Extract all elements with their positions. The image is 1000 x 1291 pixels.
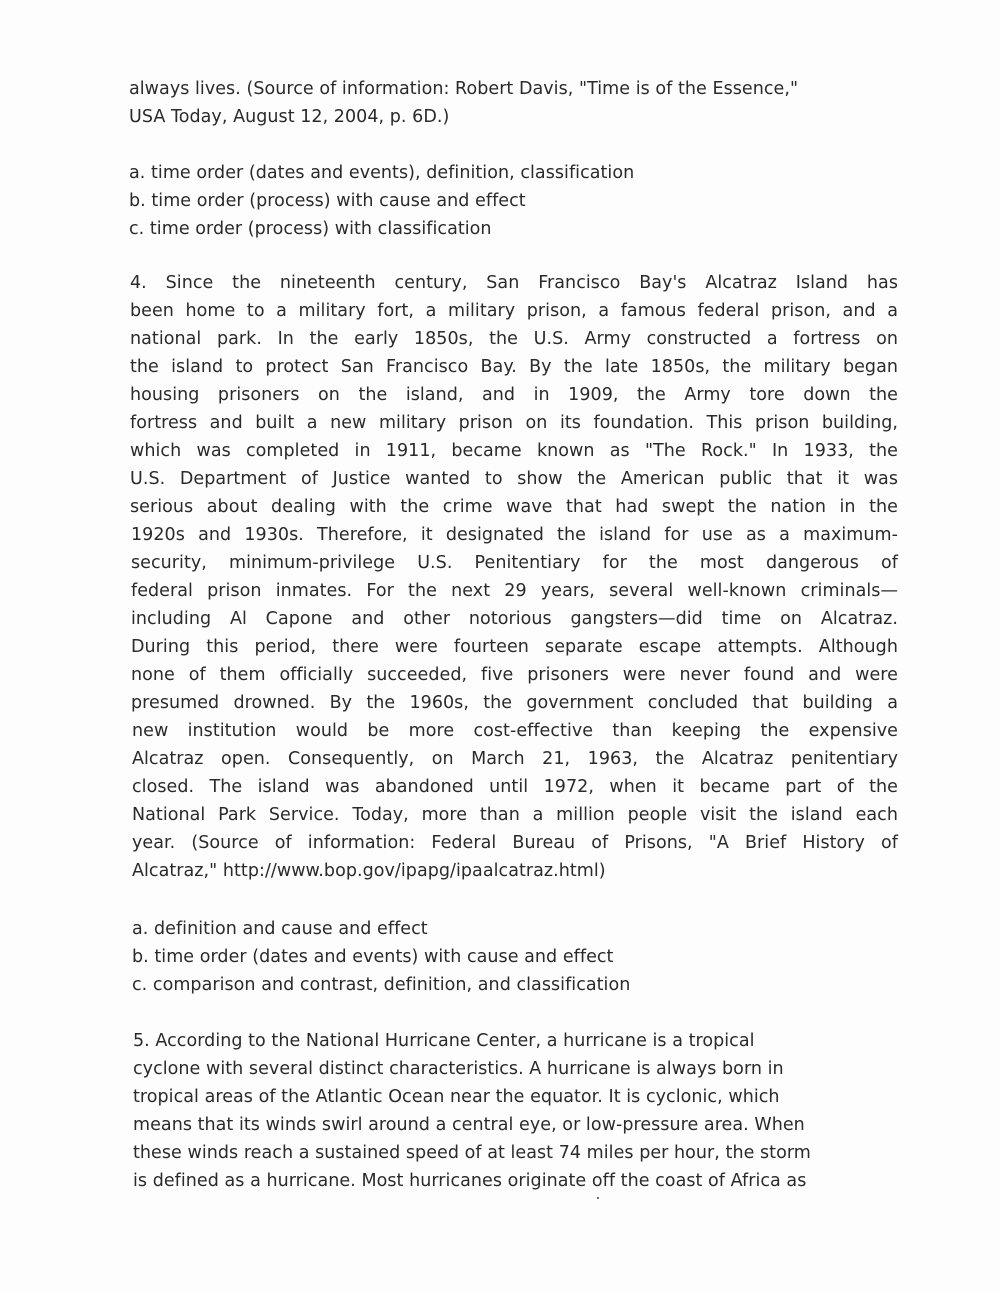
q5-line: 5. According to the National Hurricane Center, a hurricane is a tropical (133, 1031, 755, 1051)
source-line-2: USA Today, August 12, 2004, p. 6D.) (129, 107, 450, 127)
q4-option-a: a. definition and cause and effect (132, 919, 428, 939)
q4-line: year. (Source of information: Federal Bureau of Prisons, "A Brief History of (132, 833, 898, 853)
q4-line: the island to protect San Francisco Bay. By the late 1850s, the military began (130, 357, 898, 377)
source-line-1: always lives. (Source of information: Robert Davis, "Time is of the Essence," (129, 79, 799, 99)
q5-line: is defined as a hurricane. Most hurricanes originate off the coast of Africa as (133, 1171, 807, 1191)
scan-speck (597, 1197, 599, 1199)
q3-option-a: a. time order (dates and events), definition, classification (129, 163, 635, 183)
q4-line: been home to a military fort, a military prison, a famous federal prison, and a (130, 301, 898, 321)
q4-line: closed. The island was abandoned until 1972, when it became part of the (132, 777, 898, 797)
q4-line: new institution would be more cost-effective than keeping the expensive (132, 721, 898, 741)
q4-line: presumed drowned. By the 1960s, the government concluded that building a (131, 693, 898, 713)
q4-line: national park. In the early 1850s, the U.S. Army constructed a fortress on (130, 329, 898, 349)
q4-line: U.S. Department of Justice wanted to show the American public that it was (130, 469, 898, 489)
q4-line: Alcatraz," http://www.bop.gov/ipapg/ipaalcatraz.html) (132, 861, 606, 881)
q4-line: including Al Capone and other notorious gangsters—did time on Alcatraz. (131, 609, 898, 629)
q5-line: means that its winds swirl around a central eye, or low-pressure area. When (133, 1115, 805, 1135)
q5-line: cyclone with several distinct characteristics. A hurricane is always born in (133, 1059, 784, 1079)
q5-line: these winds reach a sustained speed of at least 74 miles per hour, the storm (133, 1143, 811, 1163)
q4-option-c: c. comparison and contrast, definition, and classification (132, 975, 631, 995)
q4-line: 4. Since the nineteenth century, San Francisco Bay's Alcatraz Island has (130, 273, 898, 293)
q4-option-b: b. time order (dates and events) with cause and effect (132, 947, 614, 967)
q4-line: Alcatraz open. Consequently, on March 21, 1963, the Alcatraz penitentiary (132, 749, 898, 769)
q3-option-b: b. time order (process) with cause and effect (129, 191, 526, 211)
q3-option-c: c. time order (process) with classification (129, 219, 492, 239)
q4-line: 1920s and 1930s. Therefore, it designated the island for use as a maximum- (131, 525, 898, 545)
q4-line: which was completed in 1911, became known as "The Rock." In 1933, the (130, 441, 898, 461)
q4-line: National Park Service. Today, more than a million people visit the island each (132, 805, 898, 825)
q4-line: fortress and built a new military prison on its foundation. This prison building, (130, 413, 898, 433)
q4-line: security, minimum-privilege U.S. Penitentiary for the most dangerous of (131, 553, 898, 573)
q5-line: tropical areas of the Atlantic Ocean near the equator. It is cyclonic, which (133, 1087, 780, 1107)
q4-line: federal prison inmates. For the next 29 years, several well-known criminals— (131, 581, 898, 601)
q4-line: During this period, there were fourteen separate escape attempts. Although (131, 637, 898, 657)
q4-line: none of them officially succeeded, five prisoners were never found and were (131, 665, 898, 685)
q4-line: serious about dealing with the crime wave that had swept the nation in the (130, 497, 898, 517)
q4-line: housing prisoners on the island, and in 1909, the Army tore down the (130, 385, 898, 405)
